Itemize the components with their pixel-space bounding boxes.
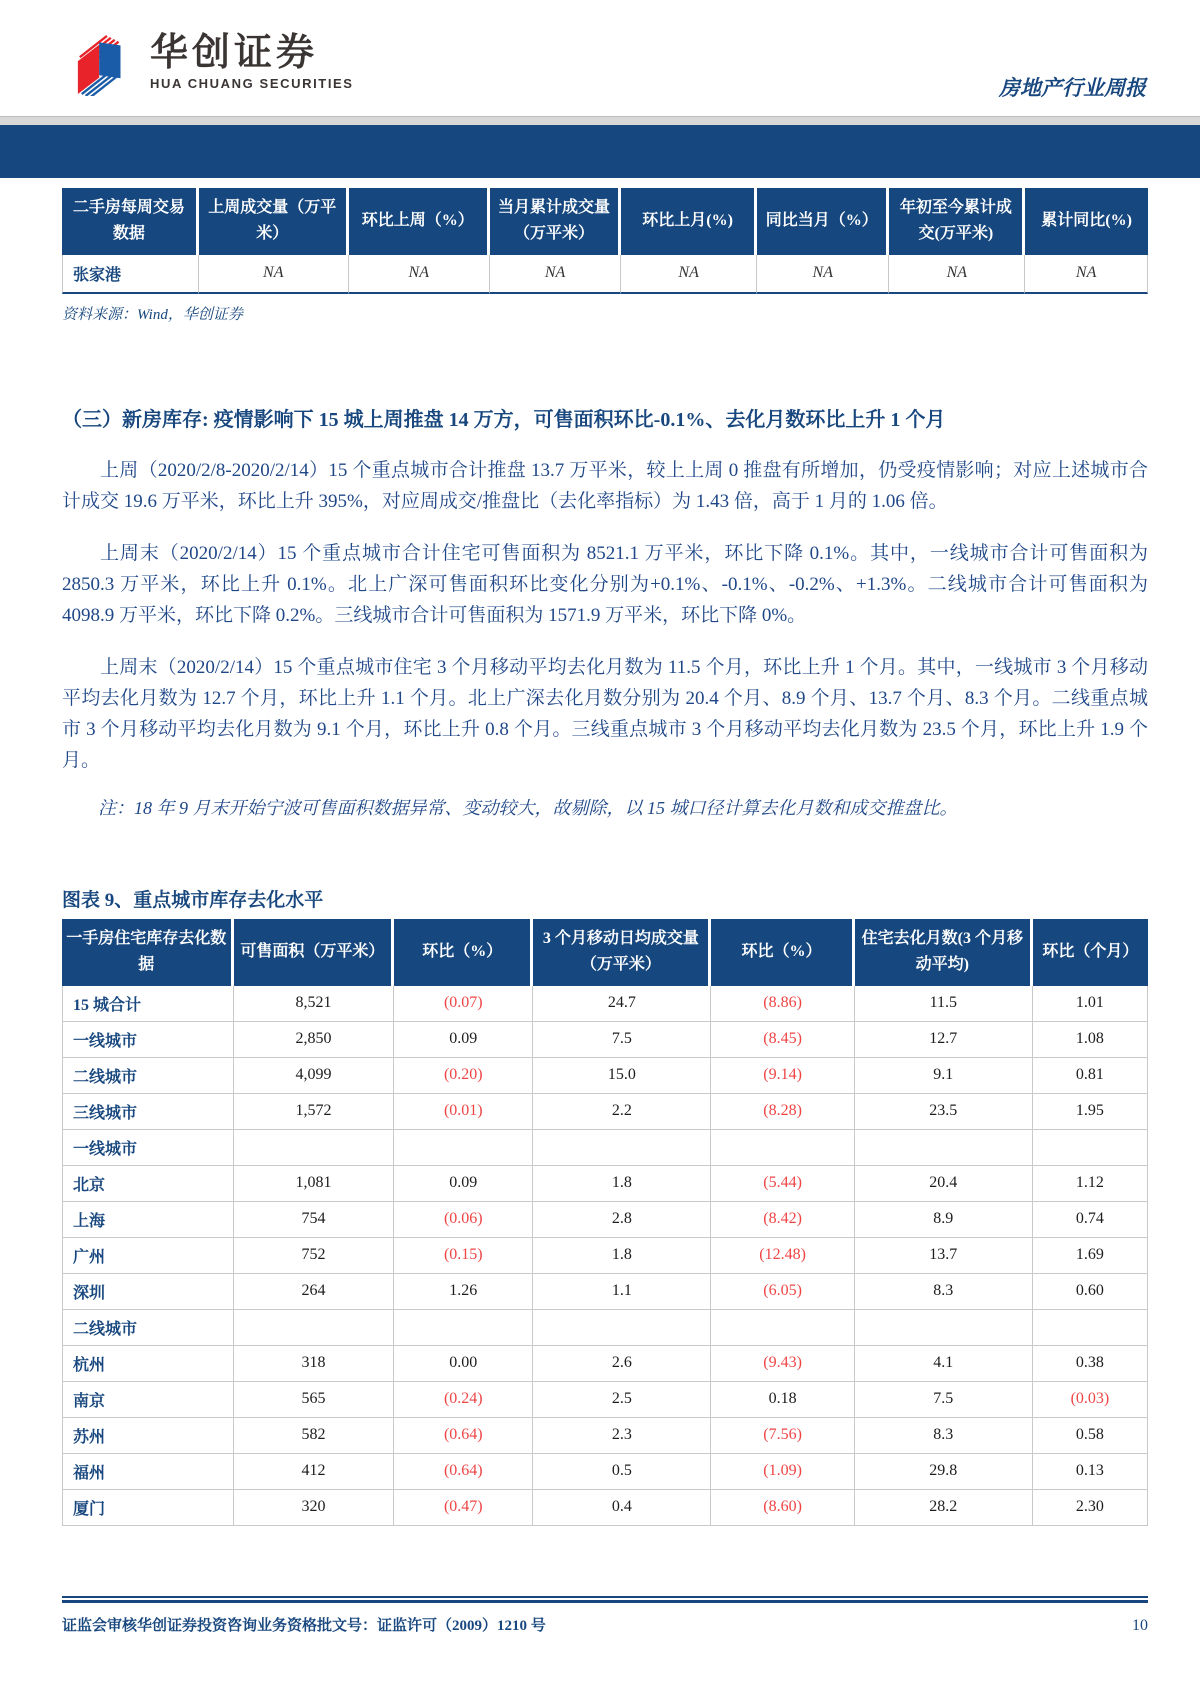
table-cell: (0.01): [394, 1094, 533, 1130]
table-cell: 1.12: [1033, 1166, 1148, 1202]
table-cell: 0.38: [1033, 1346, 1148, 1382]
table-cell: 1.08: [1033, 1022, 1148, 1058]
table-row: [62, 1346, 1148, 1382]
table-cell: 318: [234, 1346, 395, 1382]
table-cell: 4,099: [234, 1058, 395, 1094]
table-row: [62, 1238, 1148, 1274]
table-cell: 2.2: [533, 1094, 711, 1130]
table-cell: [533, 1130, 711, 1166]
table-header-row: [62, 188, 1148, 255]
table-cell: 8,521: [234, 986, 395, 1022]
table-cell: [855, 1130, 1033, 1166]
table-cell: (0.20): [394, 1058, 533, 1094]
table-cell: (0.07): [394, 986, 533, 1022]
table-cell: [711, 1310, 854, 1346]
table-cell: (1.09): [711, 1454, 854, 1490]
table-cell: 1.8: [533, 1238, 711, 1274]
row-label: 张家港: [62, 255, 199, 294]
column-header: 年初至今累计成交(万平米): [889, 188, 1025, 255]
footer-rule-thick: [62, 1600, 1148, 1603]
table-cell: (7.56): [711, 1418, 854, 1454]
table-cell: 1.26: [394, 1274, 533, 1310]
row-label: 三线城市: [62, 1094, 234, 1130]
table-cell: [711, 1130, 854, 1166]
table-cell: [394, 1310, 533, 1346]
table-cell: (0.06): [394, 1202, 533, 1238]
table-cell: 7.5: [855, 1382, 1033, 1418]
table-cell: 0.13: [1033, 1454, 1148, 1490]
logo-cn-name: 华创证券: [150, 32, 319, 74]
table-row: [62, 986, 1148, 1022]
table-row: [62, 1058, 1148, 1094]
table-cell: 1.69: [1033, 1238, 1148, 1274]
section-row: [62, 1310, 1148, 1346]
row-label: 15 城合计: [62, 986, 234, 1022]
column-header: 环比上周（%）: [349, 188, 490, 255]
row-label: 二线城市: [62, 1058, 234, 1094]
table-cell: 29.8: [855, 1454, 1033, 1490]
row-label: 一线城市: [62, 1130, 234, 1166]
table-cell: 2.6: [533, 1346, 711, 1382]
table-cell: NA: [349, 255, 490, 294]
table-row: [62, 1454, 1148, 1490]
header-gray-strip: [0, 116, 1200, 125]
table-cell: (8.86): [711, 986, 854, 1022]
secondhand-weekly-table: [62, 188, 1148, 294]
row-label: 一线城市: [62, 1022, 234, 1058]
column-header: 环比（%）: [394, 919, 533, 986]
column-header: 一手房住宅库存去化数据: [62, 919, 234, 986]
table-cell: 752: [234, 1238, 395, 1274]
table-cell: [234, 1310, 395, 1346]
table-cell: NA: [889, 255, 1025, 294]
source-note: 资料来源：Wind，华创证券: [62, 306, 243, 323]
table-cell: 2,850: [234, 1022, 395, 1058]
table-cell: 1,081: [234, 1166, 395, 1202]
table-cell: (0.24): [394, 1382, 533, 1418]
table-cell: 15.0: [533, 1058, 711, 1094]
table-cell: 2.5: [533, 1382, 711, 1418]
table-cell: 0.81: [1033, 1058, 1148, 1094]
table-cell: 23.5: [855, 1094, 1033, 1130]
column-header: 环比上月(%): [621, 188, 757, 255]
table-cell: 0.09: [394, 1166, 533, 1202]
table-cell: (0.47): [394, 1490, 533, 1526]
table-cell: NA: [490, 255, 621, 294]
table-cell: 320: [234, 1490, 395, 1526]
table-row: [62, 1202, 1148, 1238]
table-cell: [855, 1310, 1033, 1346]
row-label: 北京: [62, 1166, 234, 1202]
table-cell: 0.09: [394, 1022, 533, 1058]
figure9-title: 图表 9、重点城市库存去化水平: [62, 889, 324, 911]
table-row: [62, 1382, 1148, 1418]
table-cell: NA: [199, 255, 349, 294]
table-cell: (8.42): [711, 1202, 854, 1238]
table-cell: (0.64): [394, 1418, 533, 1454]
header-navy-band: [0, 125, 1200, 178]
table-cell: [533, 1310, 711, 1346]
row-label: 福州: [62, 1454, 234, 1490]
table-cell: [234, 1130, 395, 1166]
column-header: 住宅去化月数(3 个月移动平均): [855, 919, 1033, 986]
table-cell: 0.5: [533, 1454, 711, 1490]
column-header: 环比（个月）: [1033, 919, 1148, 986]
table-cell: 24.7: [533, 986, 711, 1022]
table-cell: 0.74: [1033, 1202, 1148, 1238]
paragraph-2: 上周末（2020/2/14）15 个重点城市合计住宅可售面积为 8521.1 万平米，环比下降 0.1%。其中，一线城市合计可售面积为 2850.3 万平米，环比上升 0.1%。北上广深可售面积环比变化分别为+0.1%、-0.1%、-0.2%、+1.3%。二线城市合计可售面积为 4098.9 万平米，环比下降 0.2%。三线城市合计可售面积为 1571.9 万平米，环比下降 0%。: [62, 542, 1148, 626]
section-row: [62, 1130, 1148, 1166]
table-cell: (8.60): [711, 1490, 854, 1526]
logo-text: [150, 32, 354, 91]
table-cell: (0.03): [1033, 1382, 1148, 1418]
table-cell: 1.95: [1033, 1094, 1148, 1130]
table-cell: 1.8: [533, 1166, 711, 1202]
table-cell: 754: [234, 1202, 395, 1238]
table-cell: (0.15): [394, 1238, 533, 1274]
table-cell: 9.1: [855, 1058, 1033, 1094]
table-cell: 264: [234, 1274, 395, 1310]
table-cell: 0.58: [1033, 1418, 1148, 1454]
page-number: 10: [1132, 1617, 1148, 1634]
table-row: [62, 1490, 1148, 1526]
table-cell: 412: [234, 1454, 395, 1490]
table-cell: (0.64): [394, 1454, 533, 1490]
table-cell: 0.18: [711, 1382, 854, 1418]
table-cell: (6.05): [711, 1274, 854, 1310]
column-header: 累计同比(%): [1025, 188, 1148, 255]
paragraph-1: 上周（2020/2/8-2020/2/14）15 个重点城市合计推盘 13.7 万平米，较上上周 0 推盘有所增加，仍受疫情影响；对应上述城市合计成交 19.6 万平米，环比上升 395%，对应周成交/推盘比（去化率指标）为 1.43 倍，高于 1 月的 1.06 倍。: [62, 459, 1148, 512]
table-row: [62, 255, 1148, 294]
table-cell: 8.3: [855, 1274, 1033, 1310]
license-text: 证监会审核华创证券投资咨询业务资格批文号：证监许可（2009）1210 号: [62, 1618, 546, 1634]
table-cell: 8.3: [855, 1418, 1033, 1454]
row-label: 上海: [62, 1202, 234, 1238]
row-label: 厦门: [62, 1490, 234, 1526]
section-heading: （三）新房库存: 疫情影响下 15 城上周推盘 14 万方，可售面积环比-0.1%、去化月数环比上升 1 个月: [62, 408, 946, 431]
page-footer: [62, 1596, 1148, 1635]
table-cell: 4.1: [855, 1346, 1033, 1382]
table-cell: [1033, 1310, 1148, 1346]
table-cell: 7.5: [533, 1022, 711, 1058]
table-cell: NA: [621, 255, 757, 294]
page-header: [0, 0, 1200, 116]
table-row: [62, 1274, 1148, 1310]
table-cell: (8.45): [711, 1022, 854, 1058]
table-cell: 0.4: [533, 1490, 711, 1526]
table-cell: 8.9: [855, 1202, 1033, 1238]
column-header: 当月累计成交量（万平米）: [490, 188, 621, 255]
page-content: [0, 188, 1200, 1526]
table-cell: NA: [1025, 255, 1148, 294]
column-header: 上周成交量（万平米）: [199, 188, 349, 255]
table-row: [62, 1166, 1148, 1202]
table-cell: 2.8: [533, 1202, 711, 1238]
table-cell: (9.14): [711, 1058, 854, 1094]
footnote: 注：18 年 9 月末开始宁波可售面积数据异常、变动较大，故剔除，以 15 城口径计算去化月数和成交推盘比。: [98, 797, 958, 818]
table-cell: 2.30: [1033, 1490, 1148, 1526]
row-label: 二线城市: [62, 1310, 234, 1346]
table-cell: 565: [234, 1382, 395, 1418]
table-row: [62, 1418, 1148, 1454]
inventory-table: [62, 919, 1148, 1526]
row-label: 苏州: [62, 1418, 234, 1454]
report-type-label: 房地产行业周报: [999, 76, 1146, 100]
table-cell: 1.01: [1033, 986, 1148, 1022]
table-cell: (12.48): [711, 1238, 854, 1274]
row-label: 深圳: [62, 1274, 234, 1310]
table-cell: 0.60: [1033, 1274, 1148, 1310]
table-cell: (9.43): [711, 1346, 854, 1382]
column-header: 二手房每周交易数据: [62, 188, 199, 255]
table-cell: NA: [757, 255, 889, 294]
table-cell: 1.1: [533, 1274, 711, 1310]
table-row: [62, 1022, 1148, 1058]
table-header-row: [62, 919, 1148, 986]
logo-cube-icon: [74, 32, 136, 96]
column-header: 同比当月（%）: [757, 188, 889, 255]
column-header: 可售面积（万平米）: [234, 919, 395, 986]
table-cell: (8.28): [711, 1094, 854, 1130]
huachuang-logo: [74, 32, 354, 96]
table-cell: 12.7: [855, 1022, 1033, 1058]
table-cell: 13.7: [855, 1238, 1033, 1274]
table-cell: 1,572: [234, 1094, 395, 1130]
table-cell: 0.00: [394, 1346, 533, 1382]
column-header: 环比（%）: [711, 919, 854, 986]
table-cell: (5.44): [711, 1166, 854, 1202]
row-label: 广州: [62, 1238, 234, 1274]
table-row: [62, 1094, 1148, 1130]
paragraph-3: 上周末（2020/2/14）15 个重点城市住宅 3 个月移动平均去化月数为 11.5 个月，环比上升 1 个月。其中，一线城市 3 个月移动平均去化月数为 12.7 个月，环比上升 1.1 个月。北上广深去化月数分别为 20.4 个月、8.9 个月、13.7 个月、8.3 个月。二线重点城市 3 个月移动平均去化月数为 9.1 个月，环比上升 0.8 个月。三线重点城市 3 个月移动平均去化月数为 23.5 个月，环比上升 1.9 个月。: [62, 656, 1148, 771]
logo-en-name: HUA CHUANG SECURITIES: [150, 76, 354, 91]
table-cell: 20.4: [855, 1166, 1033, 1202]
table-cell: 11.5: [855, 986, 1033, 1022]
table-cell: [1033, 1130, 1148, 1166]
row-label: 南京: [62, 1382, 234, 1418]
table-cell: [394, 1130, 533, 1166]
column-header: 3 个月移动日均成交量（万平米）: [533, 919, 711, 986]
table-cell: 2.3: [533, 1418, 711, 1454]
table-cell: 28.2: [855, 1490, 1033, 1526]
table-cell: 582: [234, 1418, 395, 1454]
row-label: 杭州: [62, 1346, 234, 1382]
